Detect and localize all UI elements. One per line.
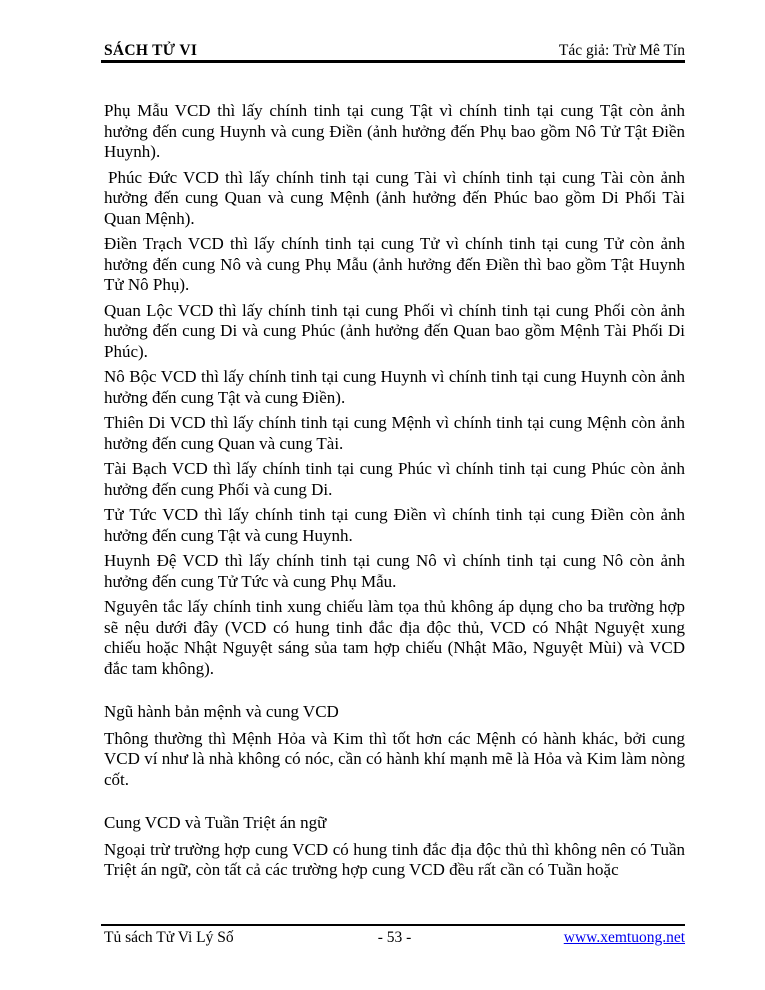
book-title: SÁCH TỬ VI: [104, 42, 198, 59]
paragraph-quan-loc: Quan Lộc VCD thì lấy chính tinh tại cung Phối vì chính tinh tại cung Phối còn ảnh hưởng đến cung Di và cung Phúc (ảnh hưởng đến Quan bao gồm Mệnh Tài Phối Di Phúc).: [104, 300, 685, 361]
footer-website-link[interactable]: www.xemtuong.net: [563, 929, 686, 946]
page-header: [104, 42, 685, 60]
section-heading-ngu-hanh: Ngũ hành bản mệnh và cung VCD: [104, 702, 339, 721]
section-heading-tuan-triet: Cung VCD và Tuần Triệt án ngữ: [104, 813, 327, 832]
paragraph-phu-mau: Phụ Mẫu VCD thì lấy chính tinh tại cung Tật vì chính tinh tại cung Tật còn ảnh hưởng đến cung Huynh và cung Điền (ảnh hưởng đến Phụ bao gồm Nô Tử Tật Điền Huynh).: [104, 101, 685, 161]
paragraph-huynh-de: Huynh Đệ VCD thì lấy chính tinh tại cung Nô vì chính tinh tại cung Nô còn ảnh hưởng đến cung Tử Tức và cung Phụ Mẫu.: [104, 551, 685, 591]
page-footer: [104, 929, 685, 947]
paragraph-tu-tuc: Tử Tức VCD thì lấy chính tinh tại cung Điền vì chính tinh tại cung Điền còn ảnh hưởng đến cung Tật và cung Huynh.: [104, 505, 685, 545]
footer-series-title: Tủ sách Tử Vi Lý Số: [104, 929, 234, 946]
page-body: [104, 101, 685, 886]
header-rule: [101, 60, 685, 63]
paragraph-thien-di: Thiên Di VCD thì lấy chính tinh tại cung Mệnh vì chính tinh tại cung Mệnh còn ảnh hưởng đến cung Quan và cung Tài.: [104, 413, 685, 453]
paragraph-tai-bach: Tài Bạch VCD thì lấy chính tinh tại cung Phúc vì chính tinh tại cung Phúc còn ảnh hưởng đến cung Phối và cung Di.: [104, 459, 685, 499]
paragraph-nguyen-tac: Nguyên tắc lấy chính tinh xung chiếu làm tọa thủ không áp dụng cho ba trường hợp sẽ nệu dưới đây (VCD có hung tinh đắc địa độc thủ, VCD có Nhật Nguyệt xung chiếu hoặc Nhật Nguyệt sáng sủa tam hợp chiếu (Nhật Mão, Nguyệt Mùi) và VCD đắc tam không).: [104, 597, 685, 678]
paragraph-dien-trach: Điền Trạch VCD thì lấy chính tinh tại cung Tử vì chính tinh tại cung Tử còn ảnh hưởng đến cung Nô và cung Phụ Mẫu (ảnh hưởng đến Điền thì bao gồm Tật Huynh Tử Nô Phụ).: [104, 234, 685, 294]
paragraph-no-boc: Nô Bộc VCD thì lấy chính tinh tại cung Huynh vì chính tinh tại cung Huynh còn ảnh hưởng đến cung Tật và cung Điền).: [104, 367, 685, 407]
paragraph-ngu-hanh: Thông thường thì Mệnh Hỏa và Kim thì tốt hơn các Mệnh có hành khác, bởi cung VCD ví như là nhà không có nóc, cần có hành khí mạnh mẽ là Hỏa và Kim làm nòng cốt.: [104, 728, 685, 789]
footer-rule: [101, 924, 685, 926]
author-credit: Tác giả: Trừ Mê Tín: [558, 42, 685, 59]
footer-page-number: - 53 -: [377, 929, 412, 946]
paragraph-tuan-triet: Ngoại trừ trường hợp cung VCD có hung tinh đắc địa độc thủ thì không nên có Tuần Triệt án ngữ, còn tất cả các trường hợp cung VCD đều rất cần có Tuần hoặc: [104, 839, 685, 879]
paragraph-phuc-duc: Phúc Đức VCD thì lấy chính tinh tại cung Tài vì chính tinh tại cung Tài còn ảnh hưởng đến cung Quan và cung Mệnh (ảnh hưởng đến Phúc bao gồm Di Phối Tài Quan Mệnh).: [104, 167, 685, 228]
